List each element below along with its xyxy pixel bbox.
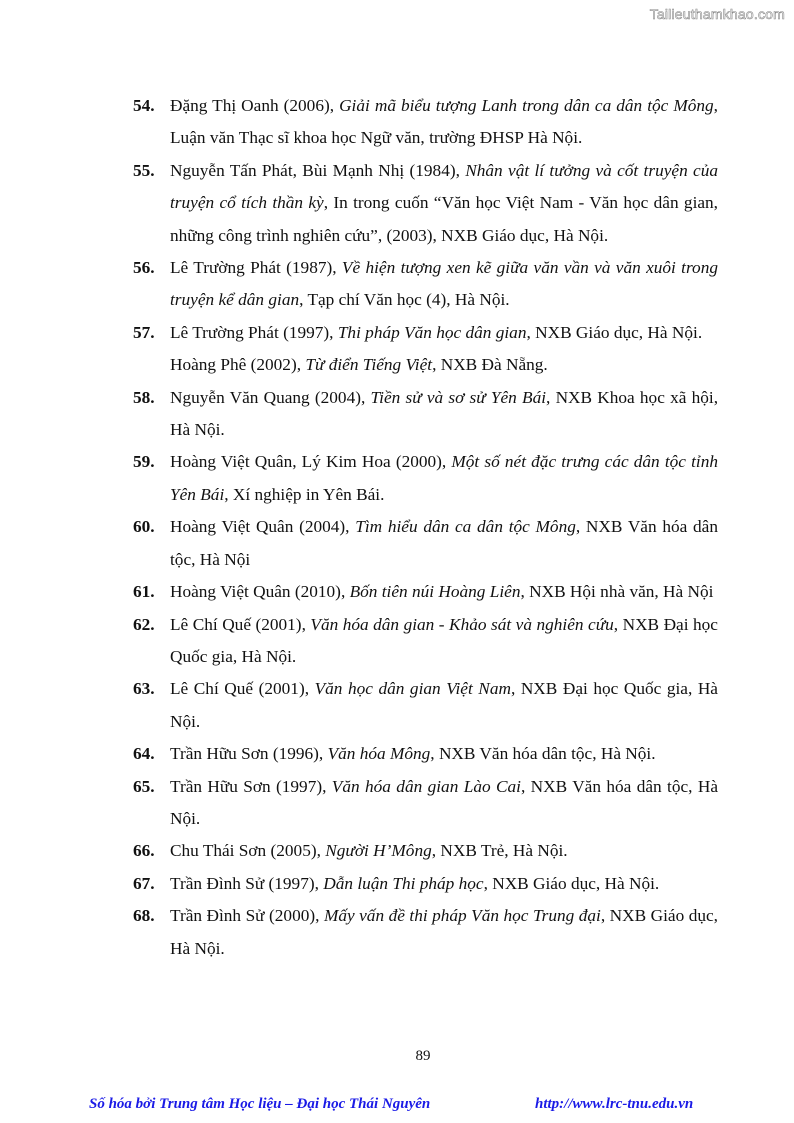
reference-item — [133, 900, 718, 965]
footer-url-link[interactable]: http://www.lrc-tnu.edu.vn — [535, 1096, 694, 1112]
reference-segment: , Tạp chí Văn học (4), Hà Nội. — [299, 290, 510, 310]
reference-segment: Lê Trường Phát (1997), — [170, 322, 338, 342]
reference-text — [170, 576, 718, 608]
reference-segment: , NXB Giáo dục, Hà Nội. — [526, 322, 703, 342]
reference-number: 55. — [133, 160, 155, 180]
reference-segment: Hoàng Việt Quân (2004), — [170, 517, 356, 537]
watermark: Tailieuthamkhao.com — [649, 6, 785, 22]
reference-segment: , NXB Hội nhà văn, Hà Nội — [520, 582, 714, 602]
reference-number: 67. — [133, 873, 155, 893]
reference-segment: , Luận văn Thạc sĩ khoa học Ngữ văn, trường ĐHSP Hà Nội. — [170, 96, 718, 148]
reference-title: Thi pháp Văn học dân gian — [337, 322, 527, 342]
reference-list — [133, 90, 718, 965]
reference-item — [133, 252, 718, 317]
reference-segment: , NXB Văn hóa dân tộc, Hà Nội — [170, 517, 718, 569]
reference-item — [133, 771, 718, 836]
reference-segment: Trần Hữu Sơn (1996), — [170, 744, 328, 764]
reference-item — [133, 382, 718, 447]
reference-item — [133, 835, 718, 867]
reference-text — [170, 90, 718, 155]
reference-number: 65. — [133, 776, 155, 796]
footer-publisher: Số hóa bởi Trung tâm Học liệu – Đại học Thái Nguyên — [89, 1096, 431, 1112]
reference-segment: Hoàng Việt Quân, Lý Kim Hoa (2000), — [170, 452, 452, 472]
reference-title: Tìm hiểu dân ca dân tộc Mông — [355, 517, 576, 537]
reference-item — [133, 511, 718, 576]
reference-segment: , NXB Đại học Quốc gia, Hà Nội. — [170, 614, 718, 666]
reference-text — [170, 900, 718, 965]
reference-title: Người H’Mông — [325, 841, 432, 861]
reference-item — [133, 738, 718, 770]
reference-item — [133, 155, 718, 252]
reference-text — [170, 609, 718, 674]
reference-text — [170, 446, 718, 511]
reference-segment: , Xí nghiệp in Yên Bái. — [224, 484, 385, 504]
reference-segment: Hoàng Phê (2002), — [170, 355, 306, 375]
reference-segment: , NXB Văn hóa dân tộc, Hà Nội. — [430, 744, 656, 764]
reference-title: Bốn tiên núi Hoàng Liên — [349, 582, 521, 602]
reference-title: Văn hóa dân gian - Khảo sát và nghiên cứu — [310, 614, 614, 634]
reference-title: Nhân vật lí tưởng và cốt truyện của truyện cổ tích thần kỳ — [170, 160, 718, 213]
reference-number: 62. — [133, 614, 155, 634]
reference-item — [133, 317, 718, 349]
reference-segment: , NXB Trẻ, Hà Nội. — [431, 841, 568, 861]
reference-text — [170, 771, 718, 836]
reference-segment: Lê Chí Quế (2001), — [170, 679, 315, 699]
reference-title: Một số nét đặc trưng các dân tộc tỉnh Yên Bái — [170, 452, 718, 504]
reference-text — [170, 252, 718, 317]
reference-segment: Nguyễn Tấn Phát, Bùi Mạnh Nhị (1984), — [170, 160, 466, 180]
reference-segment: , In trong cuốn “Văn học Việt Nam - Văn học dân gian, những công trình nghiên cứu”, (2003), NXB Giáo dục, Hà Nội. — [170, 193, 719, 245]
reference-segment: Trần Hữu Sơn (1997), — [170, 776, 332, 796]
reference-number: 60. — [133, 517, 155, 537]
reference-title: Văn hóa dân gian Lào Cai — [331, 776, 521, 796]
page-number: 89 — [415, 1048, 431, 1064]
reference-text — [170, 868, 718, 900]
reference-number: 59. — [133, 452, 155, 472]
reference-segment: Lê Trường Phát (1987), — [170, 258, 342, 278]
reference-segment: Chu Thái Sơn (2005), — [170, 841, 326, 861]
reference-number: 63. — [133, 679, 155, 699]
reference-segment: , NXB Giáo dục, Hà Nội. — [483, 873, 660, 893]
reference-segment: Trần Đình Sử (1997), — [170, 873, 324, 893]
reference-text — [170, 673, 718, 738]
reference-item — [133, 446, 718, 511]
reference-item — [133, 609, 718, 674]
reference-number: 54. — [133, 96, 155, 115]
reference-item — [133, 576, 718, 608]
reference-number: 57. — [133, 322, 155, 342]
reference-item — [133, 868, 718, 900]
reference-item — [133, 349, 718, 381]
reference-text — [170, 835, 718, 867]
reference-title: Giải mã biểu tượng Lanh trong dân ca dân tộc Mông — [339, 96, 714, 115]
reference-segment: , NXB Khoa học xã hội, Hà Nội. — [170, 387, 719, 440]
reference-segment: , NXB Văn hóa dân tộc, Hà Nội. — [170, 776, 718, 828]
reference-text — [170, 738, 718, 770]
reference-segment: Trần Đình Sử (2000), — [170, 906, 324, 926]
reference-number: 68. — [133, 906, 155, 926]
reference-number: 66. — [133, 841, 155, 861]
reference-text — [170, 155, 718, 252]
reference-number — [133, 349, 170, 381]
reference-item — [133, 673, 718, 738]
reference-number: 56. — [133, 258, 155, 278]
reference-text — [170, 382, 718, 447]
reference-number: 61. — [133, 582, 155, 602]
reference-item — [133, 90, 718, 155]
reference-text — [170, 349, 718, 381]
reference-title: Tiền sử và sơ sử Yên Bái — [370, 387, 547, 407]
reference-segment: , NXB Đại học Quốc gia, Hà Nội. — [170, 679, 718, 731]
reference-title: Từ điển Tiếng Việt — [305, 355, 433, 375]
reference-text — [170, 511, 718, 576]
reference-segment: Lê Chí Quế (2001), — [170, 614, 311, 634]
reference-number: 64. — [133, 744, 155, 764]
reference-title: Dẫn luận Thi pháp học — [323, 873, 484, 893]
reference-title: Mấy vấn đề thi pháp Văn học Trung đại — [323, 906, 601, 926]
reference-text — [170, 317, 718, 349]
reference-segment: , NXB Giáo dục, Hà Nội. — [170, 906, 718, 958]
reference-segment: , NXB Đà Nẵng. — [432, 355, 548, 375]
reference-segment: Nguyễn Văn Quang (2004), — [170, 387, 371, 407]
reference-title: Văn học dân gian Việt Nam — [314, 679, 511, 699]
reference-segment: Hoàng Việt Quân (2010), — [170, 582, 350, 602]
reference-number: 58. — [133, 387, 155, 407]
reference-title: Về hiện tượng xen kẽ giữa văn vần và văn xuôi trong truyện kể dân gian — [170, 258, 718, 310]
reference-title: Văn hóa Mông — [327, 744, 431, 764]
reference-segment: Đặng Thị Oanh (2006), — [170, 96, 340, 115]
